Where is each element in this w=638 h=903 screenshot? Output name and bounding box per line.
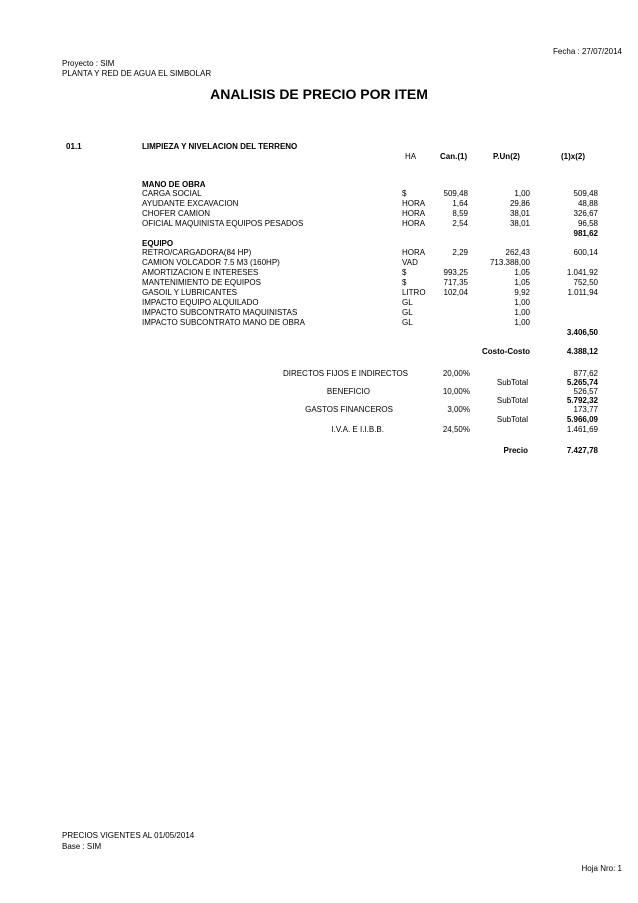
- row-unit: GL: [402, 318, 413, 327]
- precio-label: Precio: [503, 446, 528, 455]
- equipo-subtotal: 3.406,50: [566, 328, 598, 337]
- row-pu: 38,01: [509, 209, 530, 218]
- subtotal-value: 5.265,74: [566, 378, 598, 387]
- row-unit: HORA: [402, 199, 426, 208]
- subtotal-value: 5.966,09: [566, 415, 598, 424]
- table-row: [0, 308, 638, 318]
- row-total: 96,58: [577, 219, 598, 228]
- precio-value: 7.427,78: [566, 446, 598, 455]
- row-pu: 1,00: [514, 189, 530, 198]
- section-equipo: EQUIPO: [142, 239, 174, 248]
- page-number: Hoja Nro: 1: [581, 864, 622, 873]
- subtotal-row: [0, 229, 638, 239]
- row-unit: HORA: [402, 209, 426, 218]
- fecha: Fecha : 27/07/2014: [553, 47, 622, 56]
- row-total: 326,67: [573, 209, 598, 218]
- row-desc: OFICIAL MAQUINISTA EQUIPOS PESADOS: [142, 219, 304, 228]
- row-desc: GASOIL Y LUBRICANTES: [142, 288, 237, 297]
- row-desc: IMPACTO SUBCONTRATO MANO DE OBRA: [142, 318, 305, 327]
- row-pu: 262,43: [505, 248, 530, 257]
- subtotal-value: 5.792,32: [566, 396, 598, 405]
- summary-pct: 3,00%: [447, 405, 470, 414]
- summary-pct: 20,00%: [442, 369, 470, 378]
- row-unit: VAD: [402, 258, 418, 267]
- table-row: [0, 278, 638, 288]
- row-desc: CHOFER CAMION: [142, 209, 210, 218]
- row-desc: CARGA SOCIAL: [142, 189, 202, 198]
- row-unit: GL: [402, 308, 413, 317]
- item-name: LIMPIEZA Y NIVELACION DEL TERRENO: [142, 142, 298, 151]
- row-desc: MANTENIMIENTO DE EQUIPOS: [142, 278, 261, 287]
- row-desc: AYUDANTE EXCAVACION: [142, 199, 239, 208]
- summary-pct: 10,00%: [442, 387, 470, 396]
- table-row: [0, 199, 638, 209]
- table-row: [0, 219, 638, 229]
- row-qty: 1,64: [452, 199, 468, 208]
- row-pu: 1,00: [514, 318, 530, 327]
- row-qty: 2,29: [452, 248, 468, 257]
- summary-amount: 173,77: [573, 405, 598, 414]
- costo-label: Costo-Costo: [482, 347, 530, 356]
- item-code: 01.1: [66, 142, 82, 151]
- col-header-pu: P.Un(2): [493, 152, 520, 161]
- row-desc: AMORTIZACION E INTERESES: [142, 268, 259, 277]
- row-desc: CAMION VOLCADOR 7.5 M3 (160HP): [142, 258, 280, 267]
- proyecto: Proyecto : SIM: [62, 59, 115, 68]
- summary-amount: 1.461,69: [566, 425, 598, 434]
- row-pu: 1,00: [514, 298, 530, 307]
- summary-label: GASTOS FINANCEROS: [305, 405, 393, 414]
- row-desc: IMPACTO EQUIPO ALQUILADO: [142, 298, 259, 307]
- row-pu: 29,86: [509, 199, 530, 208]
- table-row: [0, 318, 638, 328]
- row-qty: 509,48: [443, 189, 468, 198]
- row-unit: $: [402, 278, 407, 287]
- subtotal-label: SubTotal: [496, 415, 528, 424]
- row-qty: 102,04: [443, 288, 468, 297]
- col-header-total: (1)x(2): [561, 152, 586, 161]
- table-row: [0, 268, 638, 278]
- row-unit: $: [402, 189, 407, 198]
- item-unit: HA: [405, 152, 417, 161]
- row-total: 1.041,92: [566, 268, 598, 277]
- row-total: 752,50: [573, 278, 598, 287]
- row-qty: 8,59: [452, 209, 468, 218]
- subtotal-row: [0, 328, 638, 338]
- row-total: 600,14: [573, 248, 598, 257]
- table-row: [0, 288, 638, 298]
- row-pu: 1,00: [514, 308, 530, 317]
- obra-name: PLANTA Y RED DE AGUA EL SIMBOLAR: [62, 69, 212, 78]
- summary-amount: 526,57: [573, 387, 598, 396]
- table-row: [0, 189, 638, 199]
- row-pu: 38,01: [509, 219, 530, 228]
- page-title: ANALISIS DE PRECIO POR ITEM: [210, 86, 428, 102]
- row-total: 48,88: [577, 199, 598, 208]
- costo-value: 4.388,12: [566, 347, 598, 356]
- row-pu: 1,05: [514, 268, 530, 277]
- row-unit: HORA: [402, 219, 426, 228]
- base: Base : SIM: [62, 842, 102, 851]
- row-desc: IMPACTO SUBCONTRATO MAQUINISTAS: [142, 308, 298, 317]
- row-pu: 9,92: [514, 288, 530, 297]
- row-qty: 2,54: [452, 219, 468, 228]
- summary-label: DIRECTOS FIJOS E INDIRECTOS: [282, 369, 408, 378]
- table-row: [0, 248, 638, 258]
- row-unit: HORA: [402, 248, 426, 257]
- table-row: [0, 209, 638, 219]
- summary-pct: 24,50%: [442, 425, 470, 434]
- section-mano-de-obra: MANO DE OBRA: [142, 180, 206, 189]
- summary-label: I.V.A. E I.I.B.B.: [331, 425, 384, 434]
- row-pu: 1,05: [514, 278, 530, 287]
- col-header-qty: Can.(1): [440, 152, 468, 161]
- row-unit: LITRO: [402, 288, 426, 297]
- subtotal-label: SubTotal: [496, 396, 528, 405]
- row-unit: GL: [402, 298, 413, 307]
- table-row: [0, 258, 638, 268]
- row-qty: 993,25: [443, 268, 468, 277]
- row-pu: 713.388,00: [489, 258, 530, 267]
- row-unit: $: [402, 268, 407, 277]
- mano-de-obra-subtotal: 981,62: [573, 229, 598, 238]
- subtotal-label: SubTotal: [496, 378, 528, 387]
- summary-label: BENEFICIO: [326, 387, 370, 396]
- row-qty: 717,35: [443, 278, 468, 287]
- row-desc: RETRO/CARGADORA(84 HP): [142, 248, 252, 257]
- table-row: [0, 298, 638, 308]
- row-total: 509,48: [573, 189, 598, 198]
- summary-amount: 877,62: [573, 369, 598, 378]
- row-total: 1.011,94: [567, 288, 598, 297]
- precios-vigentes: PRECIOS VIGENTES AL 01/05/2014: [62, 831, 195, 840]
